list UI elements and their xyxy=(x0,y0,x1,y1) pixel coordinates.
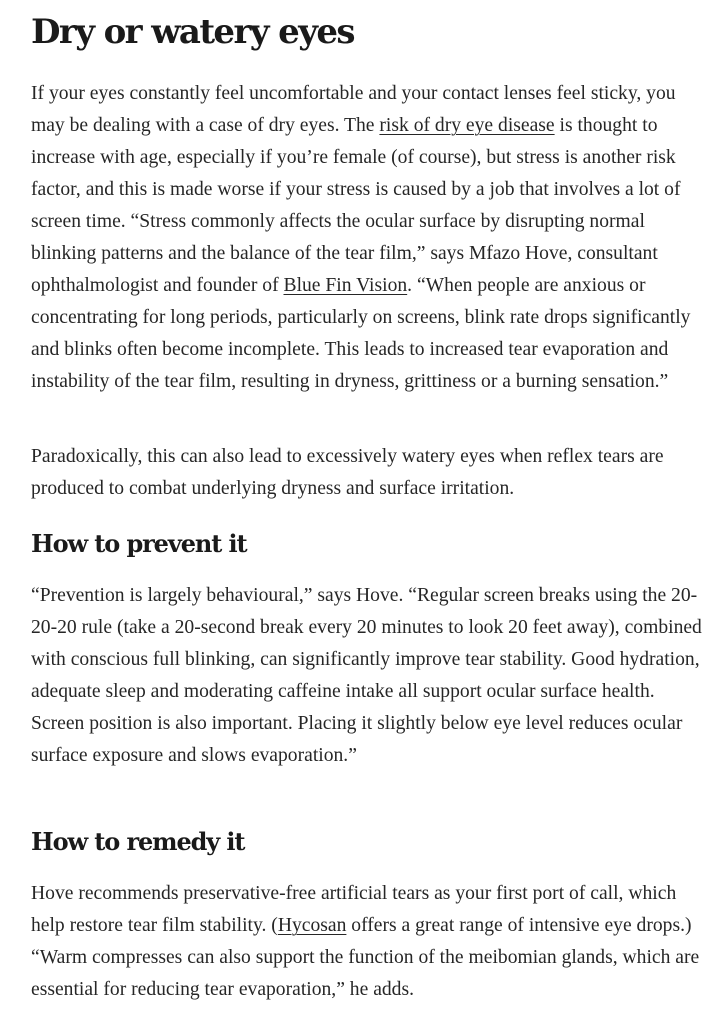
hycosan-link[interactable]: Hycosan xyxy=(277,915,347,936)
blue-fin-vision-link[interactable]: Blue Fin Vision xyxy=(283,275,408,296)
dry-eye-risk-link[interactable]: risk of dry eye disease xyxy=(379,115,555,136)
remedy-heading: How to remedy it xyxy=(31,827,245,856)
prevent-heading: How to prevent it xyxy=(31,529,247,558)
intro-text-1: If your eyes constantly feel uncomfortable and your contact lenses feel sticky, you may be dealing with a case of dry eyes. The xyxy=(31,83,676,136)
paradox-paragraph: Paradoxically, this can also lead to excessively watery eyes when reflex tears are produced to combat underlying dryness and surface irritation. xyxy=(31,446,664,499)
remedy-text-2: offers a great range of intensive eye drops.) “Warm compresses can also support the function of the meibomian glands, which are essential for reducing tear evaporation,” he adds. xyxy=(31,915,700,1000)
intro-text-2: is thought to increase with age, especially if you’re female (of course), but stress is another risk factor, and this is made worse if your stress is caused by a job that involves a lot of screen time. “Stress commonly affects the ocular surface by disrupting normal blinking patterns and the balance of the tear film,” says Mfazo Hove, consultant ophthalmologist and founder of xyxy=(31,115,681,296)
intro-paragraph xyxy=(31,78,703,398)
remedy-text-1: Hove recommends preservative-free artificial tears as your first port of call, which help restore tear film stability. ( xyxy=(31,883,677,936)
intro-text-3: . “When people are anxious or concentrating for long periods, particularly on screens, blink rate drops significantly and blinks often become incomplete. This leads to increased tear evaporation and instability of the tear film, resulting in dryness, grittiness or a burning sensation.” xyxy=(31,275,691,392)
remedy-paragraph xyxy=(31,878,703,1006)
prevent-paragraph: “Prevention is largely behavioural,” says Hove. “Regular screen breaks using the 20-20-20 rule (take a 20-second break every 20 minutes to look 20 feet away), combined with conscious full blinking, can significantly improve tear stability. Good hydration, adequate sleep and moderating caffeine intake all support ocular surface health. Screen position is also important. Placing it slightly below eye level reduces ocular surface exposure and slows evaporation.” xyxy=(31,585,702,766)
article-title: Dry or watery eyes xyxy=(31,12,354,52)
